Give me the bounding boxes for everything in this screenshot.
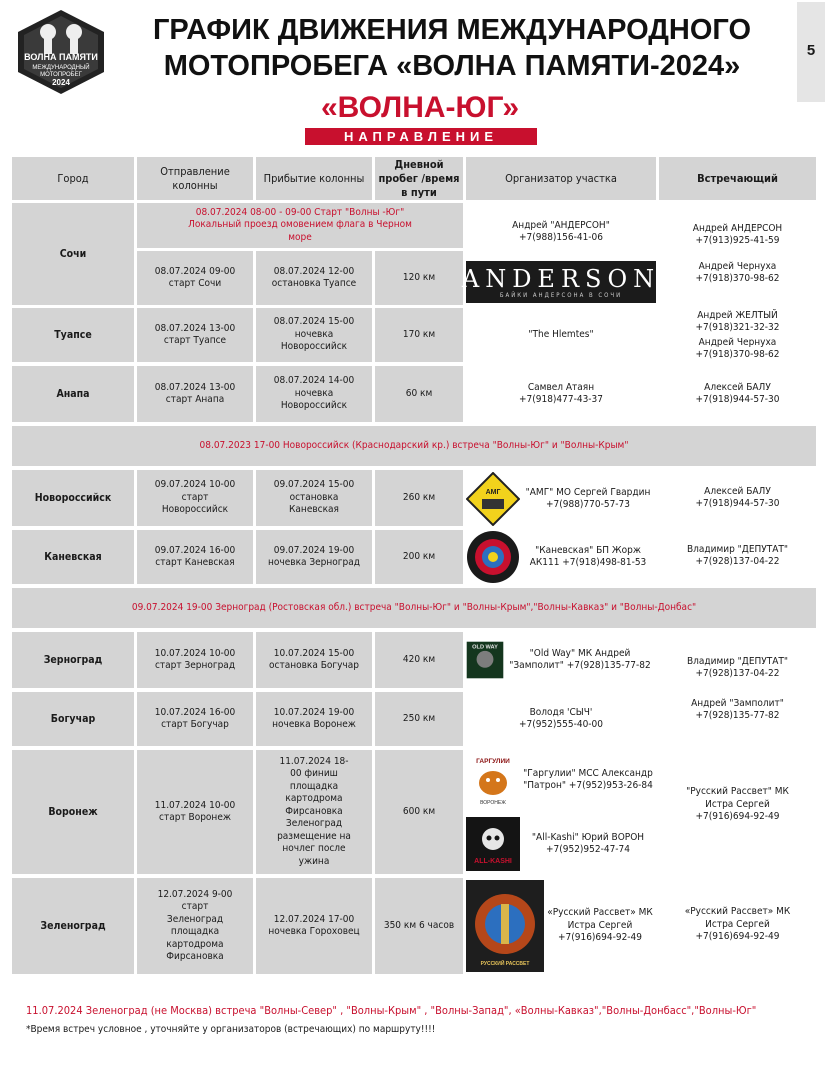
all-kashi-emblem-text: ALL-KASHI (474, 858, 512, 865)
gargoyle-emblem-text: ГАРГУЛИИ (476, 758, 510, 765)
voronezh-greeter: "Русский Рассвет" МК Истра Сергей +7(916)694-92-49 (686, 786, 789, 823)
kanevskaya-greeter: Владимир "ДЕПУТАТ" +7(928)137-04-22 (686, 543, 789, 567)
col-city: Город (12, 157, 134, 200)
zelenograd-distance: 350 км 6 часов (375, 878, 463, 974)
zernograd-departure: 10.07.2024 10-00 старт Зерноград (137, 632, 253, 688)
zernograd-distance: 420 км (375, 632, 463, 688)
tuapse-organizer: "The Hlemtes" (528, 328, 594, 340)
voronezh-distance: 600 км (375, 750, 463, 874)
city-tuapse: Туапсе (12, 308, 134, 362)
sochi-greeter1: Андрей АНДЕРСОН +7(913)925-41-59 (692, 222, 783, 246)
tuapse-greeter1: Андрей ЖЕЛТЫЙ +7(918)321-32-32 (695, 309, 780, 333)
anapa-departure: 08.07.2024 13-00 старт Анапа (137, 366, 253, 422)
sochi-event: 08.07.2024 08-00 - 09-00 Старт "Волны -Юг" Локальный проезд омовением флага в Черном море (137, 203, 463, 248)
kanevskaya-emblem-icon (466, 530, 520, 584)
sochi-organizer: Андрей "АНДЕРСОН" +7(988)156-41-06 (512, 219, 610, 243)
russkiy-rassvet-emblem-text: РУССКИЙ РАССВЕТ (480, 961, 530, 967)
meeting-band-1: 08.07.2023 17-00 Новороссийск (Краснодарский кр.) встреча "Волны-Юг" и "Волны-Крым" (12, 426, 816, 466)
logo-line1: ВОЛНА ПАМЯТИ (24, 52, 98, 62)
col-organizer: Организатор участка (466, 157, 656, 200)
zernograd-greeter: Владимир "ДЕПУТАТ" +7(928)137-04-22 (686, 655, 789, 679)
zernograd-organizer-block (466, 632, 656, 688)
old-way-emblem-icon (466, 633, 504, 687)
sochi-arrival: 08.07.2024 12-00 остановка Туапсе (256, 251, 372, 305)
page-title (112, 12, 792, 84)
boguchar-arrival: 10.07.2024 19-00 ночевка Воронеж (256, 692, 372, 746)
boguchar-distance: 250 км (375, 692, 463, 746)
direction-banner: НАПРАВЛЕНИЕ (305, 128, 537, 145)
boguchar-greeter: Андрей "Замполит" +7(928)135-77-82 (691, 697, 784, 721)
kanevskaya-organizer-block (466, 530, 656, 584)
boguchar-departure: 10.07.2024 16-00 старт Богучар (137, 692, 253, 746)
city-zelenograd: Зеленоград (12, 878, 134, 974)
anapa-organizer: Самвел Атаян +7(918)477-43-37 (518, 381, 603, 405)
col-greeter: Встречающий (659, 157, 816, 200)
page-number: 5 (797, 2, 825, 102)
zernograd-arrival: 10.07.2024 15-00 остановка Богучар (256, 632, 372, 688)
title-line1: ГРАФИК ДВИЖЕНИЯ МЕЖДУНАРОДНОГО (152, 14, 752, 46)
kanevskaya-distance: 200 км (375, 530, 463, 584)
anderson-brand (461, 261, 661, 303)
col-daily: Дневной пробег /время в пути (375, 157, 463, 200)
anapa-greeter: Алексей БАЛУ +7(918)944-57-30 (695, 381, 780, 405)
sochi-departure: 08.07.2024 09-00 старт Сочи (137, 251, 253, 305)
anderson-wordmark: ANDERSON (461, 264, 661, 293)
anderson-tagline: БАЙКИ АНДЕРСОНА В СОЧИ (499, 291, 623, 299)
zelenograd-departure: 12.07.2024 9-00 старт Зеленоград площадка картодрома Фирсановка (137, 878, 253, 974)
gargoyle-emblem-icon (466, 753, 520, 807)
zernograd-organizer: "Old Way" МК Андрей "Замполит" +7(928)135-77-82 (509, 647, 651, 671)
novorossiysk-arrival: 09.07.2024 15-00 остановка Каневская (256, 470, 372, 526)
all-kashi-emblem-icon (466, 817, 520, 871)
zelenograd-arrival: 12.07.2024 17-00 ночевка Гороховец (256, 878, 372, 974)
sochi-greeter2: Андрей Чернуха +7(918)370-98-62 (695, 260, 780, 284)
zelenograd-greeter: «Русский Рассвет» МК Истра Сергей +7(916)694-92-49 (684, 906, 791, 943)
kanevskaya-organizer: "Каневская" БП Жорж АК111 +7(918)498-81-53 (529, 544, 647, 568)
logo-line2: МЕЖДУНАРОДНЫЙ (32, 65, 90, 71)
voronezh-organizer2: "All-Kashi" Юрий ВОРОН +7(952)952-47-74 (531, 831, 645, 855)
tuapse-arrival: 08.07.2024 15-00 ночевка Новороссийск (256, 308, 372, 362)
sochi-distance: 120 км (375, 251, 463, 305)
tuapse-greeter2: Андрей Чернуха +7(918)370-98-62 (695, 336, 780, 360)
old-way-emblem-text: OLD WAY (472, 644, 498, 651)
tuapse-departure: 08.07.2024 13-00 старт Туапсе (137, 308, 253, 362)
tuapse-distance: 170 км (375, 308, 463, 362)
anapa-distance: 60 км (375, 366, 463, 422)
city-sochi: Сочи (12, 203, 134, 305)
col-departure: Отправление колонны (137, 157, 253, 200)
amg-emblem-text: АМГ (485, 489, 501, 496)
novorossiysk-distance: 260 км (375, 470, 463, 526)
anapa-arrival: 08.07.2024 14-00 ночевка Новороссийск (256, 366, 372, 422)
voronezh-organizer1-block (466, 750, 656, 810)
novorossiysk-organizer: "АМГ" МО Сергей Гвардин +7(988)770-57-73 (525, 486, 651, 510)
city-boguchar: Богучар (12, 692, 134, 746)
city-anapa: Анапа (12, 366, 134, 422)
novorossiysk-organizer-block (466, 472, 656, 526)
kanevskaya-arrival: 09.07.2024 19-00 ночевка Зерноград (256, 530, 372, 584)
gargoyle-emblem-sub: ВОРОНЕЖ (480, 800, 506, 806)
voronezh-organizer1: "Гаргулии" МСС Александр "Патрон" +7(952)953-26-84 (523, 767, 653, 791)
rally-logo (14, 8, 108, 96)
zelenograd-organizer-block (466, 878, 656, 974)
city-kanevskaya: Каневская (12, 530, 134, 584)
novorossiysk-departure: 09.07.2024 10-00 старт Новороссийск (137, 470, 253, 526)
footer-note: *Время встреч условное , уточняйте у организаторов (встречающих) по маршруту!!!! (26, 1024, 436, 1035)
title-line2: МОТОПРОБЕГА «ВОЛНА ПАМЯТИ-2024» (163, 50, 741, 82)
city-novorossiysk: Новороссийск (12, 470, 134, 526)
city-voronezh: Воронеж (12, 750, 134, 874)
voronezh-departure: 11.07.2024 10-00 старт Воронеж (137, 750, 253, 874)
russkiy-rassvet-emblem-icon (466, 880, 544, 972)
voronezh-arrival: 11.07.2024 18-00 финиш площадка картодрома Фирсановка Зеленоград размещение на ночлег после ужина (256, 750, 372, 874)
route-subtitle: «ВОЛНА-ЮГ» (320, 91, 520, 124)
col-arrival: Прибытие колонны (256, 157, 372, 200)
novorossiysk-greeter: Алексей БАЛУ +7(918)944-57-30 (695, 485, 780, 509)
city-zernograd: Зерноград (12, 632, 134, 688)
logo-line3: МОТОПРОБЕГ (40, 72, 82, 78)
boguchar-organizer: Володя 'СЫЧ' +7(952)555-40-00 (518, 706, 603, 730)
footer-meeting: 11.07.2024 Зеленоград (не Москва) встреча "Волны-Север" , "Волны-Крым" , "Волны-Запад", «Волны-Кавказ","Волны-Донбасс","Волны-Юг" (26, 1004, 757, 1017)
logo-year: 2024 (52, 78, 70, 87)
kanevskaya-departure: 09.07.2024 16-00 старт Каневская (137, 530, 253, 584)
voronezh-organizer2-block (466, 814, 656, 874)
amg-emblem-icon (466, 472, 520, 526)
meeting-band-2: 09.07.2024 19-00 Зерноград (Ростовская обл.) встреча "Волны-Юг" и "Волны-Крым","Волны-Кавказ" и "Волны-Донбас" (12, 588, 816, 628)
zelenograd-organizer: «Русский Рассвет» МК Истра Сергей +7(916)694-92-49 (547, 907, 653, 944)
